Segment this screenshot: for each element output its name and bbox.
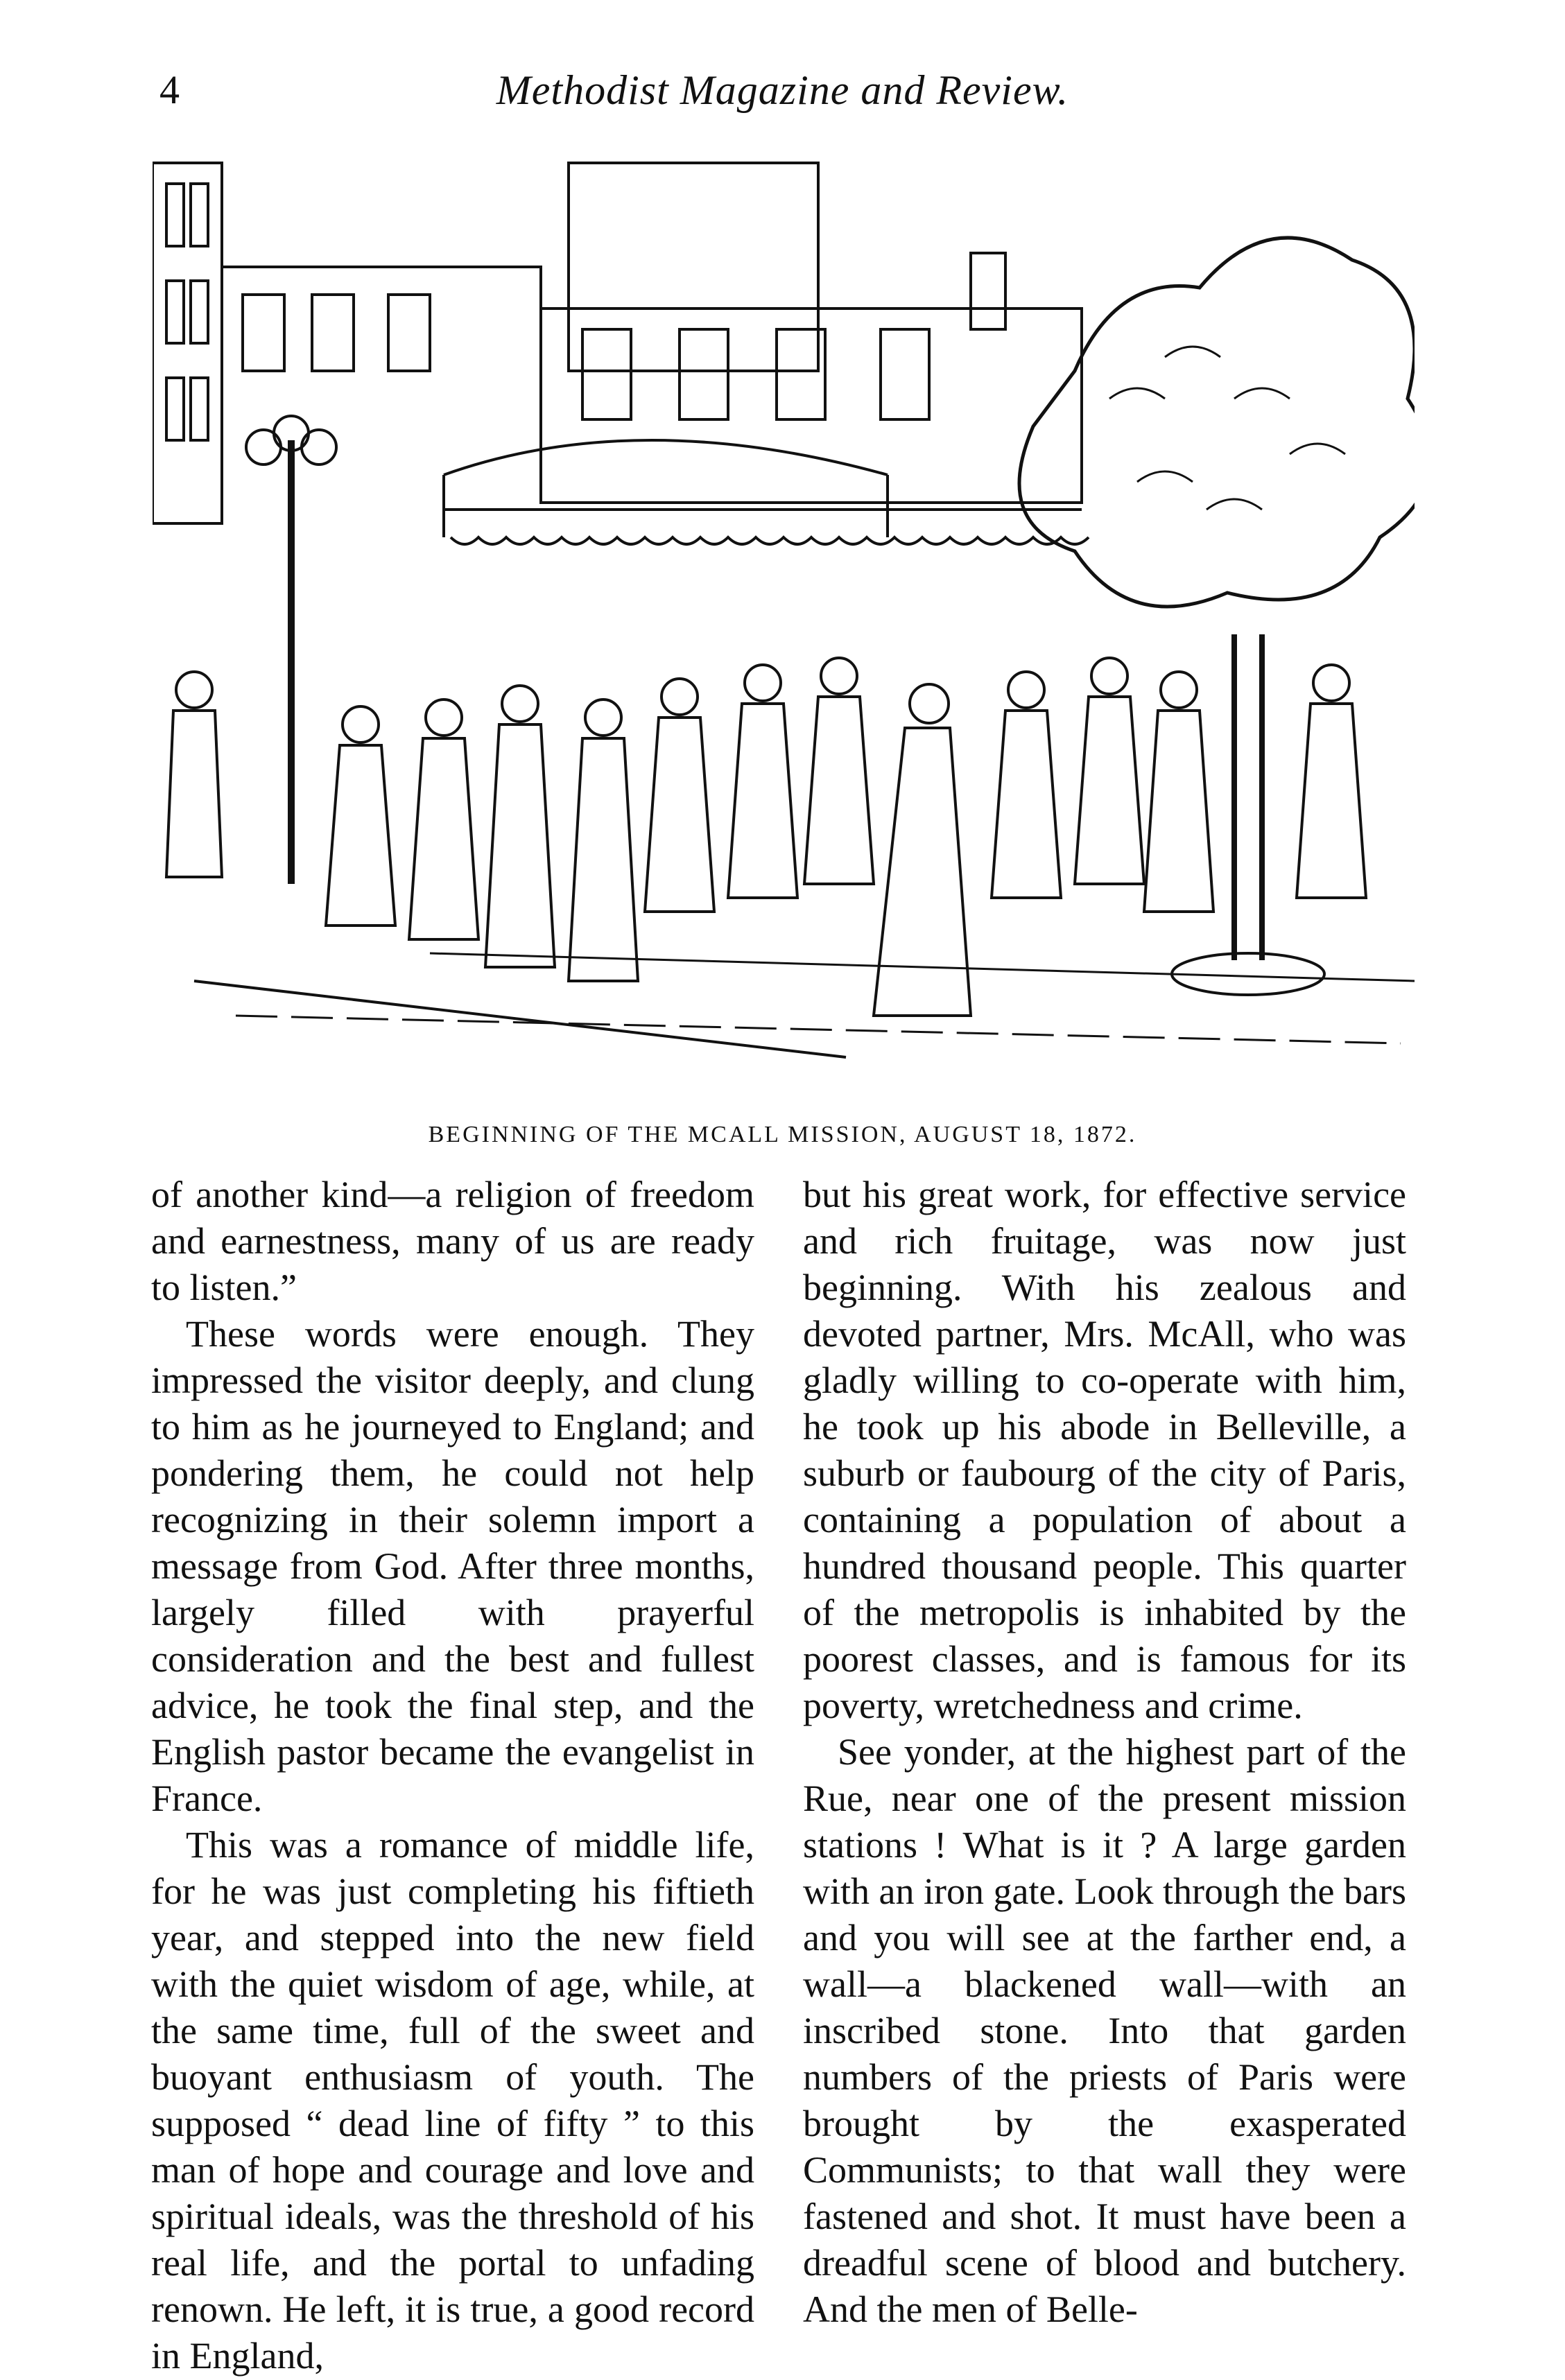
- paragraph: See yonder, at the highest part of the Rue, near one of the present mission stations ! What is it ? A large garden with an iron gate. Look through the bars and you will see at the farther end, a wall—a blackened wall—with an inscribed stone. Into that garden numbers of the priests of Paris were brought by the exasperated Communists; to that wall they were fastened and shot. It must have been a dreadful scene of blood and butchery. And the men of Belle-: [803, 1731, 1406, 2330]
- page-number: 4: [159, 67, 180, 112]
- paragraph: This was a romance of middle life, for he was just completing his fiftieth year, and stepped into the new field with the quiet wisdom of age, while, at the same time, full of the sweet and buoyant enthusiasm of youth. The supposed “ dead line of fifty ” to this man of hope and courage and love and spiritual ideals, was the threshold of his real life, and the portal to unfading renown. He left, it is true, a good record in England,: [151, 1824, 754, 2377]
- running-head: Methodist Magazine and Review.: [496, 67, 1069, 113]
- paragraph: These words were enough. They impressed the visitor deeply, and clung to him as he journeyed to England; and pondering them, he could not help recognizing in their solemn import a message from God. After three months, largely filled with prayerful consideration and the best and fullest advice, he took the final step, and the English pastor became the evangelist in France.: [151, 1313, 754, 1819]
- caption-text: BEGINNING OF THE MCALL MISSION, AUGUST 18, 1872.: [428, 1122, 1137, 1147]
- paragraph: but his great work, for effective service and rich fruitage, was now just beginning. With his zealous and devoted partner, Mrs. McAll, who was gladly willing to co-operate with him, he took up his abode in Belleville, a suburb or faubourg of the city of Paris, containing a population of about a hundred thousand people. This quarter of the metropolis is inhabited by the poorest classes, and is famous for its poverty, wretchedness and crime.: [803, 1174, 1406, 1726]
- left-column: [151, 1172, 754, 2379]
- right-column: [803, 1172, 1406, 2333]
- street-scene-illustration: [153, 149, 1415, 1071]
- paragraph: of another kind—a religion of freedom and earnestness, many of us are ready to listen.”: [151, 1174, 754, 1308]
- figure-caption: [0, 1116, 1565, 1149]
